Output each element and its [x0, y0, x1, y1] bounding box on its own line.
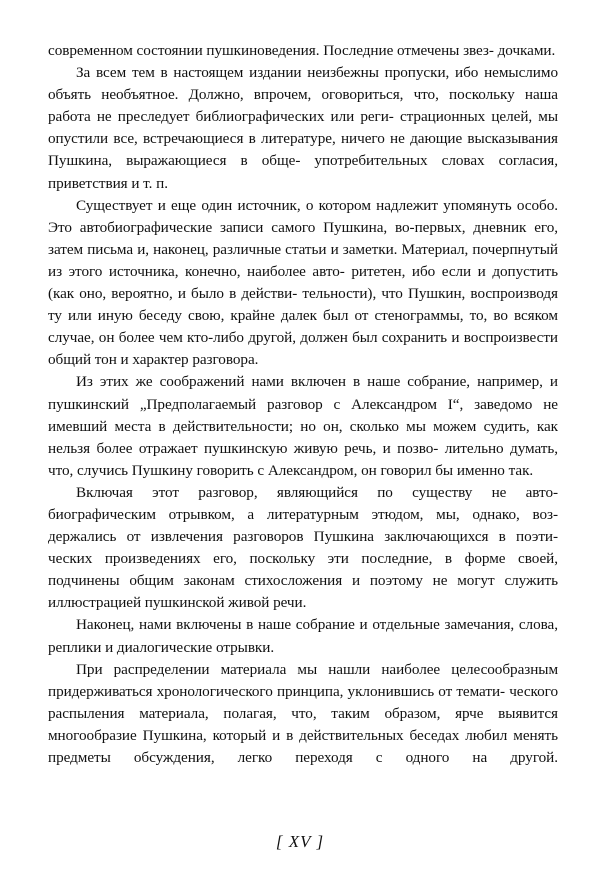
page-body [48, 40, 558, 769]
paragraph-5: Включая этот разговор, являющийся по существу не авто- биографическим отрывком, а литературным этюдом, мы, однако, воз- держались от извлечения разговоров Пушкина заключающихся в поэти- ческих произведениях его, поскольку эти последние, в форме своей, подчинены общим законам стихосложения и поэтому не могут служить иллюстрацией пушкинской живой речи. [48, 483, 558, 612]
paragraph-6: Наконец, нами включены в наше собрание и отдельные замечания, слова, реплики и диалогические отрывки. [48, 616, 558, 656]
paragraph-3: Существует и еще один источник, о котором надлежит упомянуть особо. Это автобиографические записи самого Пушкина, во-первых, дневник его, затем письма и, наконец, различные статьи и заметки. Материал, почерпнутый из этого источника, конечно, наиболее авто- ритетен, ибо если и допустить (как оно, вероятно, и было в действи- тельности), что Пушкин, воспроизводя ту или иную беседу свою, крайне далек был от стенограммы, то, во всяком случае, он более чем кто-либо другой, должен был сохранить и воспроизвести общий тон и характер разговора. [48, 196, 558, 369]
paragraph-4: Из этих же соображений нами включен в наше собрание, например, и пушкинский „Предполагаемый разговор с Александром I“, заведомо не имевший места в действительности; но он, сколько мы можем судить, как нельзя более отражает пушкинскую живую речь, и позво- лительно думать, что, случись Пушкину говорить с Александром, он говорил бы именно так. [48, 373, 558, 479]
paragraph-2: За всем тем в настоящем издании неизбежны пропуски, ибо немыслимо объять необъятное. Должно, впрочем, оговориться, что, поскольку наша работа не преследует библиографических или реги- страционных целей, мы опустили все, встречающиеся в литературе, ничего не дающие высказывания Пушкина, выражающиеся в обще- употребительных словах согласия, приветствия и т. п. [48, 64, 558, 192]
paragraph-7: При распределении материала мы нашли наиболее целесообразным придерживаться хронологического принципа, уклонившись от темати- ческого распыления материала, полагая, что, таким образом, ярче выявится многообразие Пушкина, который и в действительных беседах любил менять предметы обсуждения, легко переходя с одного на другой. [48, 660, 558, 766]
paragraph-1: современном состоянии пушкиноведения. Последние отмечены звез- дочками. [48, 42, 556, 59]
page-number: [ XV ] [275, 832, 325, 851]
